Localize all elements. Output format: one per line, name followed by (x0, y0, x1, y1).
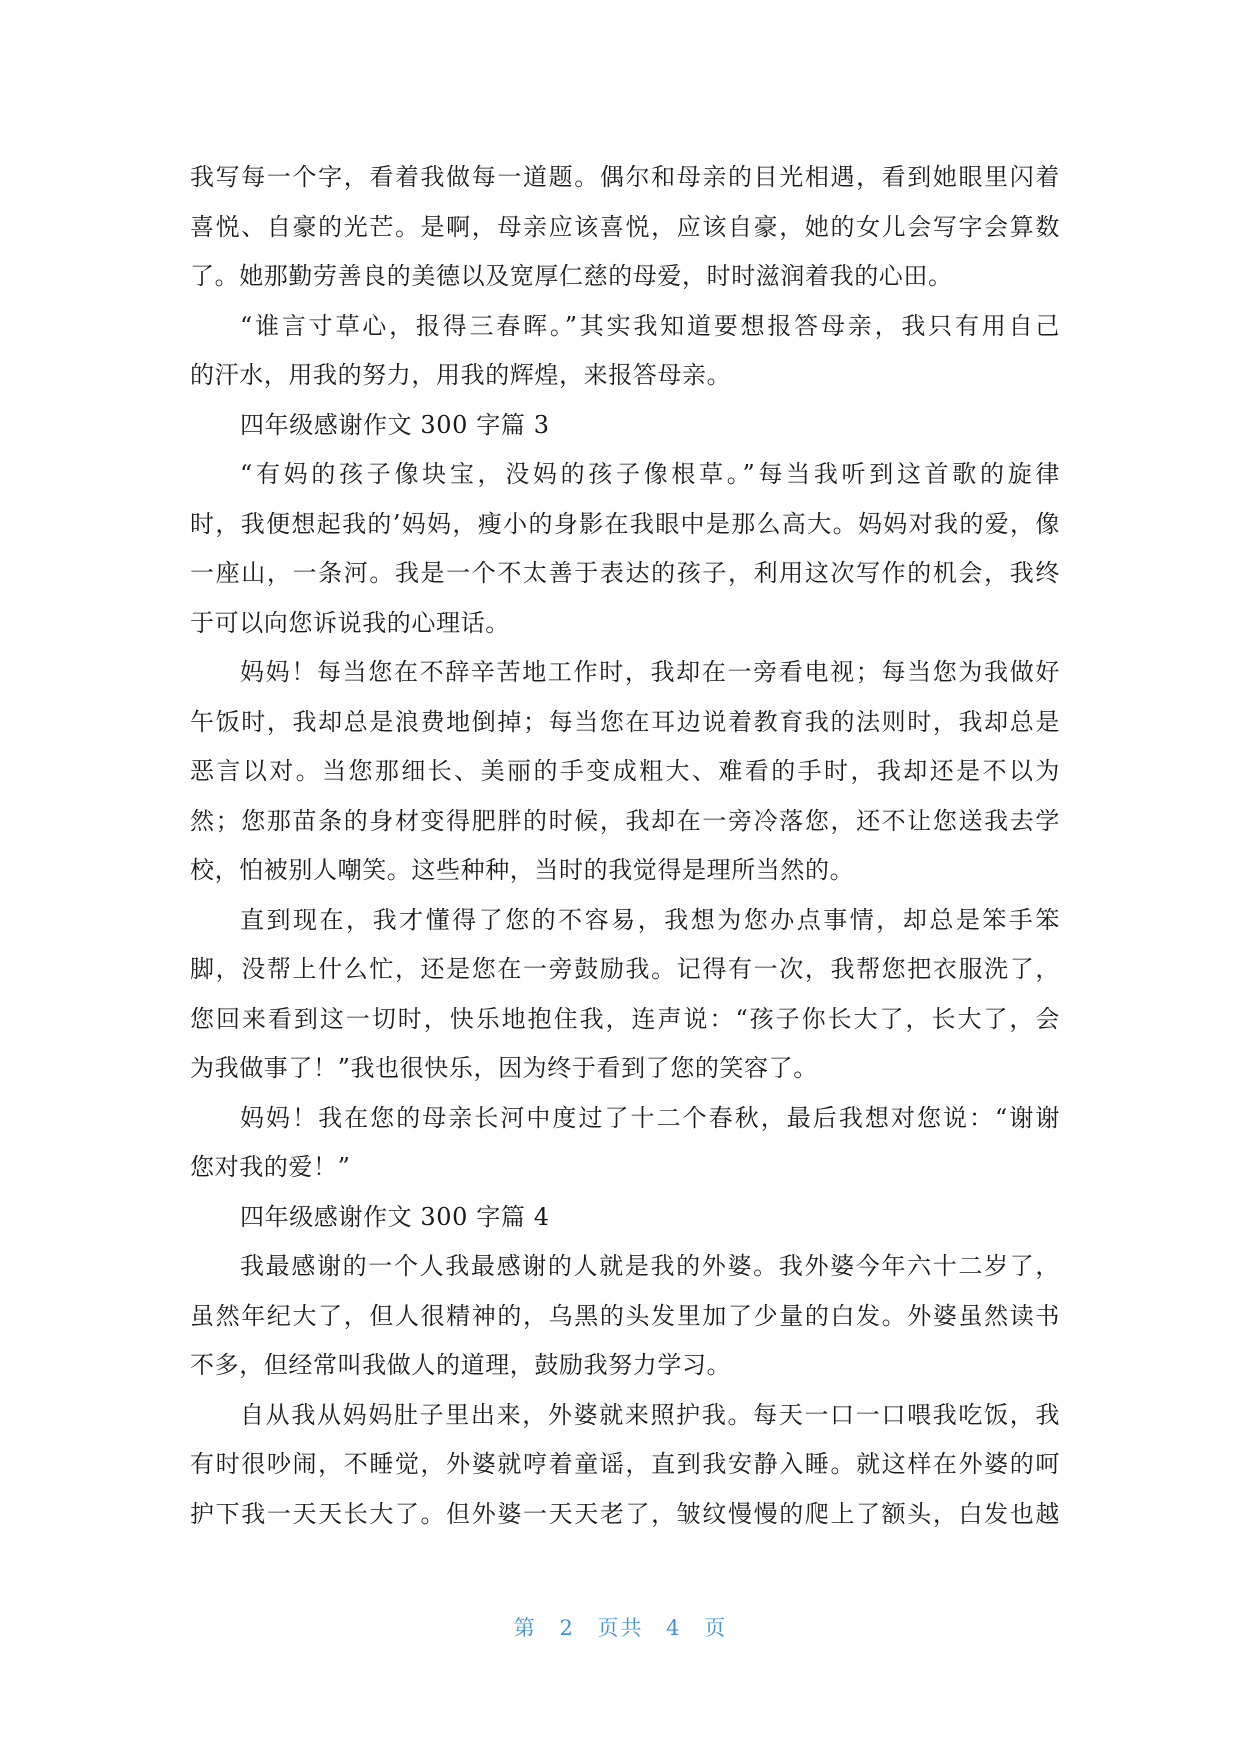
text-line: 护下我一天天长大了。但外婆一天天老了，皱纹慢慢的爬上了额头，白发也越 (190, 1499, 1060, 1528)
text-line: 四年级感谢作文 300 字篇 4 (240, 1202, 550, 1231)
text-line: 为我做事了！”我也很快乐，因为终于看到了您的笑容了。 (190, 1054, 818, 1082)
text-line: 有时很吵闹，不睡觉，外婆就哼着童谣，直到我安静入睡。就这样在外婆的呵 (190, 1450, 1060, 1478)
text-line: 喜悦、自豪的光芒。是啊，母亲应该喜悦，应该自豪，她的女儿会写字会算数 (190, 212, 1060, 241)
text-line: “谁言寸草心，报得三春晖。”其实我知道要想报答母亲，我只有用自己 (240, 311, 1060, 340)
text-line: 午饭时，我却总是浪费地倒掉；每当您在耳边说着教育我的法则时，我却总是 (190, 707, 1060, 736)
text-line: 不多，但经常叫我做人的道理，鼓励我努力学习。 (190, 1351, 732, 1379)
text-line: 的汗水，用我的努力，用我的辉煌，来报答母亲。 (190, 361, 732, 389)
text-line: “有妈的孩子像块宝，没妈的孩子像根草。”每当我听到这首歌的旋律 (240, 460, 1060, 488)
text-line: 直到现在，我才懂得了您的不容易，我想为您办点事情，却总是笨手笨 (240, 905, 1060, 934)
text-line: 一座山，一条河。我是一个不太善于表达的孩子，利用这次写作的机会，我终 (190, 559, 1060, 587)
text-line: 恶言以对。当您那细长、美丽的手变成粗大、难看的手时，我却还是不以为 (190, 757, 1060, 785)
text-line: 了。她那勤劳善良的美德以及宽厚仁慈的母爱，时时滋润着我的心田。 (190, 262, 953, 290)
text-line: 脚，没帮上什么忙，还是您在一旁鼓励我。记得有一次，我帮您把衣服洗了， (190, 955, 1060, 983)
text-line: 于可以向您诉说我的心理话。 (190, 608, 510, 637)
text-line: 校，怕被别人嘲笑。这些种种，当时的我觉得是理所当然的。 (190, 856, 855, 884)
text-line: 妈妈！我在您的母亲长河中度过了十二个春秋，最后我想对您说：“谢谢 (240, 1103, 1060, 1132)
text-line: 您回来看到这一切时，快乐地抱住我，连声说：“孩子你长大了，长大了，会 (190, 1004, 1060, 1033)
text-line: 妈妈！每当您在不辞辛苦地工作时，我却在一旁看电视；每当您为我做好 (240, 658, 1060, 686)
text-line: 我写每一个字，看着我做每一道题。偶尔和母亲的目光相遇，看到她眼里闪着 (190, 163, 1060, 191)
text-line: 时，我便想起我的’妈妈，瘦小的身影在我眼中是那么高大。妈妈对我的爱，像 (190, 509, 1060, 538)
document-body (190, 153, 1060, 1539)
text-line: 自从我从妈妈肚子里出来，外婆就来照护我。每天一口一口喂我吃饭，我 (240, 1400, 1060, 1429)
text-line: 您对我的爱！” (190, 1153, 351, 1181)
text-line: 然；您那苗条的身材变得肥胖的时候，我却在一旁冷落您，还不让您送我去学 (190, 806, 1060, 835)
text-line: 我最感谢的一个人我最感谢的人就是我的外婆。我外婆今年六十二岁了， (240, 1252, 1060, 1280)
page-number-footer: 第 2 页共 4 页 (513, 1616, 728, 1640)
text-line: 虽然年纪大了，但人很精神的，乌黑的头发里加了少量的白发。外婆虽然读书 (190, 1301, 1060, 1330)
text-line: 四年级感谢作文 300 字篇 3 (240, 410, 550, 439)
